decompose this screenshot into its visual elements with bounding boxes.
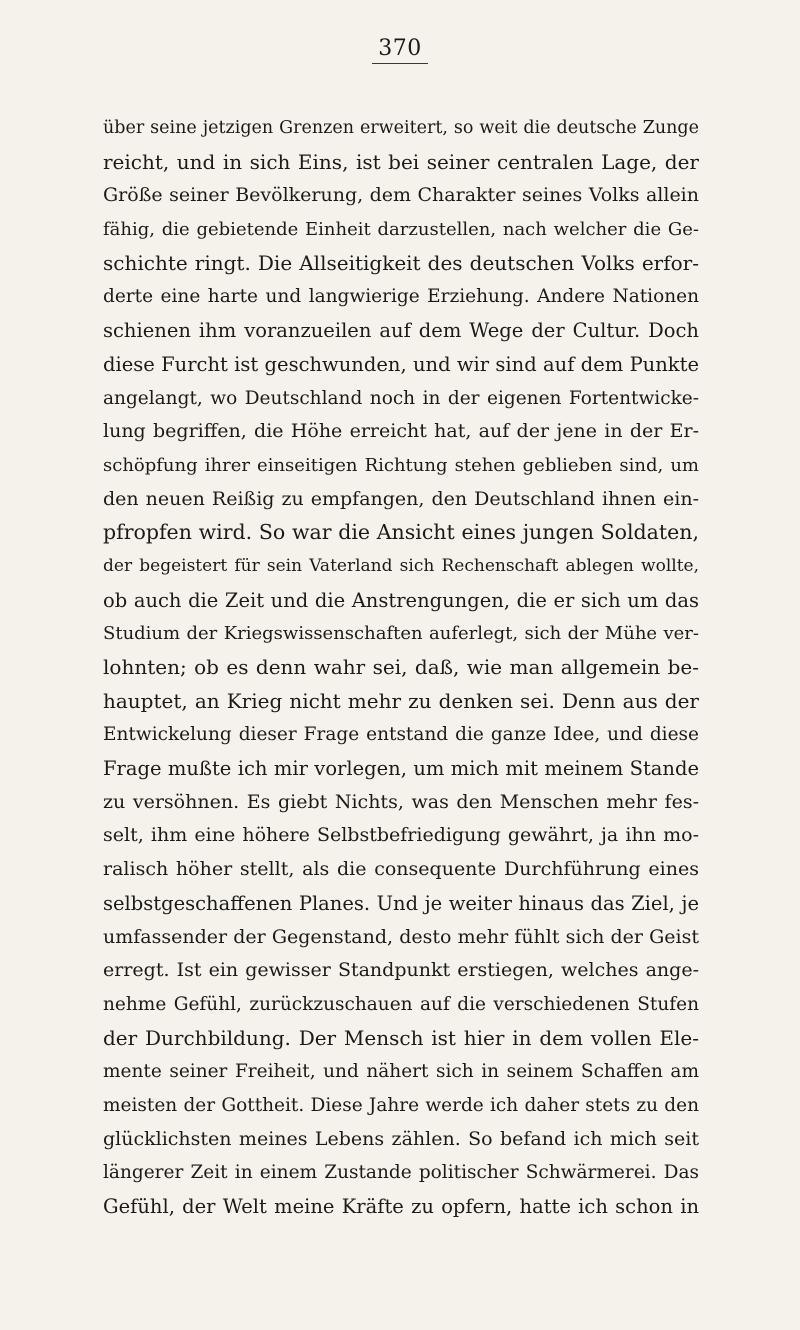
text-line: meisten der Gottheit. Diese Jahre werde ich daher stets zu den [103,1094,699,1116]
text-line: Studium der Kriegswissenschaften auferlegt, sich der Mühe ver- [103,623,699,645]
text-line: selbstgeschaffenen Planes. Und je weiter hinaus das Ziel, je [103,891,699,915]
text-line: umfassender der Gegenstand, desto mehr fühlt sich der Geist [103,925,699,948]
text-line: Größe seiner Bevölkerung, dem Charakter seines Volks allein [103,184,699,207]
text-line: längerer Zeit in einem Zustande politischer Schwärmerei. Das [103,1162,699,1184]
text-line: angelangt, wo Deutschland noch in der eigenen Fortentwicke- [103,387,699,409]
text-line: Gefühl, der Welt meine Kräfte zu opfern, hatte ich schon in [103,1195,699,1218]
text-line: erregt. Ist ein gewisser Standpunkt erstiegen, welches ange- [103,959,699,982]
text-line: Frage mußte ich mir vorlegen, um mich mit meinem Stande [103,757,699,781]
text-line: schöpfung ihrer einseitigen Richtung stehen geblieben sind, um [103,454,699,476]
text-line: nehme Gefühl, zurückzuschauen auf die verschiedenen Stufen [103,993,699,1015]
text-line: lung begriffen, die Höhe erreicht hat, auf der jene in der Er- [103,420,699,443]
text-line: ralisch höher stellt, als die consequente Durchführung eines [103,858,699,881]
text-line: den neuen Reißig zu empfangen, den Deutschland ihnen ein- [103,487,699,510]
text-line: lohnten; ob es denn wahr sei, daß, wie man allgemein be- [103,655,699,679]
text-line: zu versöhnen. Es giebt Nichts, was den Menschen mehr fes- [103,790,699,813]
text-line: schienen ihm voranzueilen auf dem Wege der Cultur. Doch [103,319,699,343]
text-line: mente seiner Freiheit, und nähert sich in seinem Schaffen am [103,1061,699,1083]
text-line: reicht, und in sich Eins, ist bei seiner centralen Lage, der [103,149,699,174]
text-line: der Durchbildung. Der Mensch ist hier in dem vollen Ele- [103,1025,699,1050]
text-line: fähig, die gebietende Einheit darzustellen, nach welcher die Ge- [103,219,699,241]
text-line: derte eine harte und langwierige Erziehung. Andere Nationen [103,286,699,308]
text-line: der begeistert für sein Vaterland sich Rechenschaft ablegen wollte, [103,555,699,576]
text-line: schichte ringt. Die Allseitigkeit des deutschen Volks erfor- [103,250,699,275]
text-line: hauptet, an Krieg nicht mehr zu denken sei. Denn aus der [103,688,699,713]
page-number-text: 370 [372,36,428,64]
page-number [0,36,800,64]
text-line: ob auch die Zeit und die Anstrengungen, die er sich um das [103,588,699,612]
text-line: glücklichsten meines Lebens zählen. So befand ich mich seit [103,1127,699,1150]
text-line: pfropfen wird. So war die Ansicht eines jungen Soldaten, [103,520,699,545]
body-text [103,112,699,1224]
text-line: Entwickelung dieser Frage entstand die ganze Idee, und diese [103,724,699,746]
text-line: über seine jetzigen Grenzen erweitert, so weit die deutsche Zunge [103,118,699,138]
text-line: selt, ihm eine höhere Selbstbefriedigung gewährt, ja ihn mo- [103,824,699,847]
text-line: diese Furcht ist geschwunden, und wir sind auf dem Punkte [103,352,699,376]
